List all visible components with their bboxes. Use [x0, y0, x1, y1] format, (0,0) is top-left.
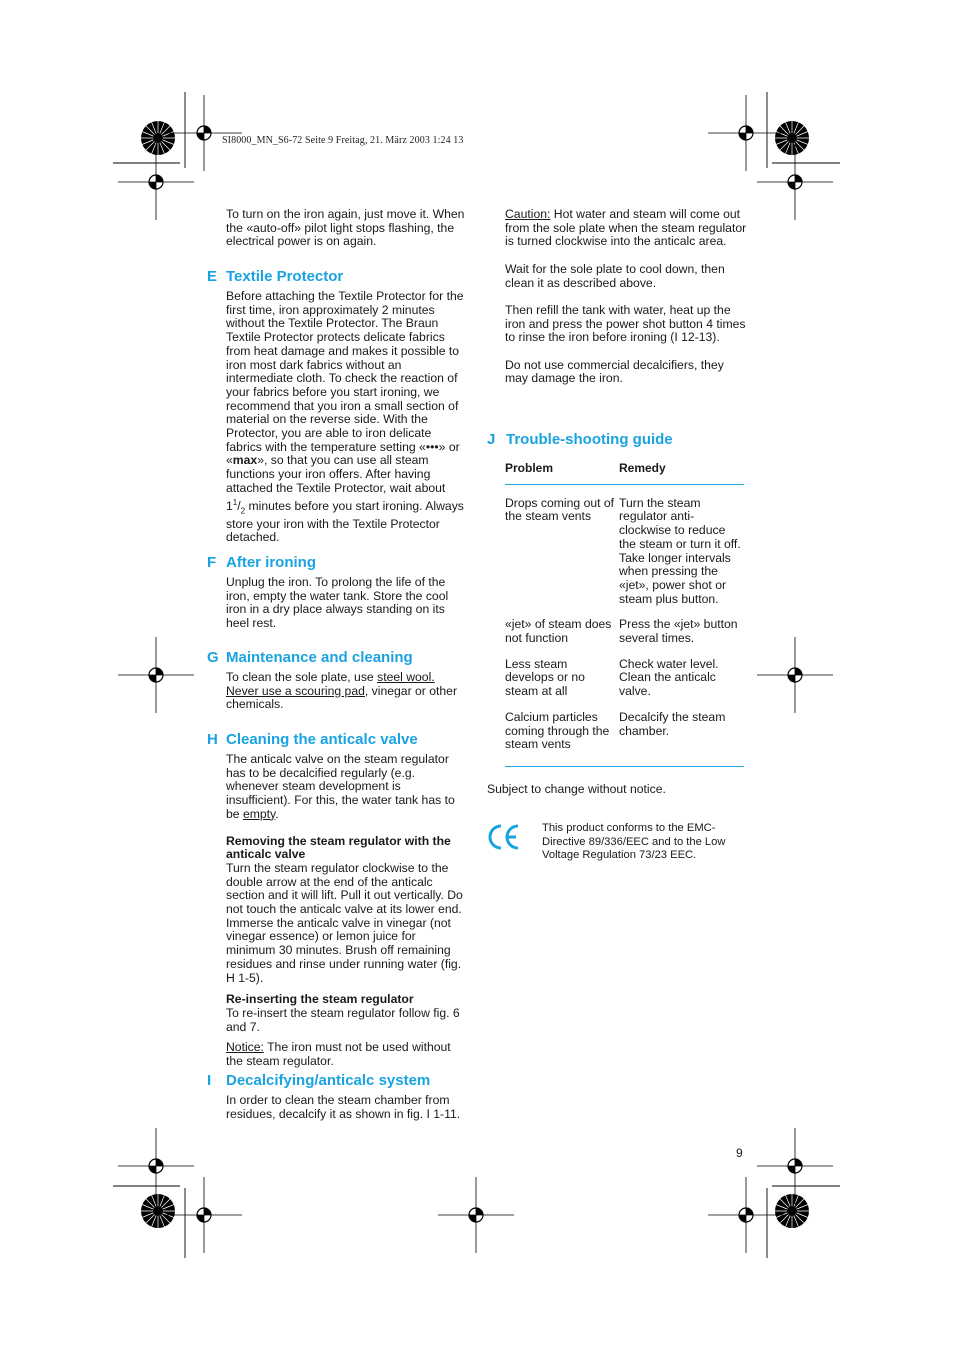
troubleshooting-table: [505, 462, 744, 767]
section-i-body: In order to clean the steam chamber from residues, decalcify it as shown in fig. I 1-11.: [226, 1093, 461, 1121]
section-j-heading: J Trouble-shooting guide: [487, 431, 673, 448]
column-header-remedy: Remedy: [619, 462, 744, 484]
table-row: [505, 658, 744, 699]
remedy-cell: Turn the steam regulator anti-clockwise to reduce the steam or turn it off. Take longer intervals when pressing the «jet», power shot or steam plus button.: [619, 495, 741, 606]
problem-cell: Drops coming out of the steam vents: [505, 495, 615, 524]
section-g-body: To clean the sole plate, use steel wool. Never use a scouring pad, vinegar or other chemicals.: [226, 670, 458, 712]
page-number: 9: [736, 1146, 743, 1160]
problem-cell: Less steam develops or no steam at all: [505, 656, 585, 699]
table-row: [505, 711, 744, 752]
ce-conformity-text: This product conforms to the EMC-Directive 89/336/EEC and to the Low Voltage Regulation 73/23 EEC.: [542, 822, 726, 862]
remedy-cell: Decalcify the steam chamber.: [619, 709, 726, 738]
section-h-heading: H Cleaning the anticalc valve: [207, 731, 418, 748]
right-paragraphs: Caution: Hot water and steam will come out from the sole plate when the steam regulator is turned clockwise into the anticalc area. Wait for the sole plate to cool down, then clean it as described above. Then refill the tank with water, heat up the iron and press the power shot button 4 times to rinse the iron before ironing (I 12-13). Do not use commercial decalcifiers, they may damage the iron.: [505, 207, 747, 386]
section-h-body: The anticalc valve on the steam regulator has to be decalcified regularly (e.g. whenever steam development is insufficient). For this, the water tank has to be empty. Removing the steam regulator with the anticalc valve Turn the steam regulator clockwise to the double arrow at the end of the anticalc section and it will lift. Pull it out vertically. Do not touch the anticalc valve at its lower end. Immerse the anticalc valve in vinegar (not vinegar essence) or lemon juice for minimum 30 minutes. Brush off remaining residues and rinse under running water (fig. H 1-5). Re-inserting the steam regulator To re-insert the steam regulator follow fig. 6 and 7. Notice: The iron must not be used without the steam regulator.: [226, 753, 468, 1069]
section-e-heading: E Textile Protector: [207, 268, 344, 285]
problem-cell: Calcium particles coming through the steam vents: [505, 709, 610, 752]
remedy-cell: Check water level. Clean the anticalc valve.: [619, 656, 719, 699]
section-g-heading: G Maintenance and cleaning: [207, 649, 413, 666]
print-header: SI8000_MN_S6-72 Seite 9 Freitag, 21. März 2003 1:24 13: [222, 135, 464, 146]
section-f-body: Unplug the iron. To prolong the life of the iron, empty the water tank. Store the cool iron in a dry place always standing on its heel rest.: [226, 575, 449, 631]
notice-paragraph: Notice: The iron must not be used without the steam regulator.: [226, 1040, 451, 1069]
section-f-heading: F After ironing: [207, 554, 316, 571]
section-i-heading: I Decalcifying/anticalc system: [207, 1072, 431, 1089]
caution-paragraph: Caution: Hot water and steam will come out from the sole plate when the steam regulator is turned clockwise into the anticalc area.: [505, 207, 747, 249]
intro-paragraph: To turn on the iron again, just move it. When the «auto-off» pilot light stops flashing, the electrical power is on again.: [226, 207, 465, 249]
subheading-removing: Removing the steam regulator with the anticalc valve: [226, 833, 451, 862]
problem-cell: «jet» of steam does not function: [505, 617, 612, 646]
subject-to-change: Subject to change without notice.: [487, 782, 666, 796]
section-e-body: Before attaching the Textile Protector for the first time, iron approximately 2 minutes without the Textile Protector. The Braun Textile Protector protects delicate fabrics from heat damage and makes it possible to iron most dark fabrics without an intermediate cloth. To check the reaction of your fabrics before you start ironing, we recommend that you iron a small section of material on the reverse side. With the Protector, you are able to iron delicate fabrics with the temperature setting «•••» or «max», so that you can use all steam functions your iron offers. After having attached the Textile Protector, wait about $1^1/_2$ minutes before you start ironing. Always store your iron with the Textile Protector detached.: [226, 289, 464, 545]
ce-mark-icon: [487, 822, 521, 852]
column-header-problem: Problem: [505, 462, 619, 484]
fraction: $^1/_2$: [232, 497, 246, 516]
subheading-reinserting: Re-inserting the steam regulator: [226, 992, 414, 1007]
table-row: [505, 618, 744, 645]
remedy-cell: Press the «jet» button several times.: [619, 617, 738, 646]
table-row: [505, 497, 744, 607]
table-header-row: [505, 462, 744, 484]
